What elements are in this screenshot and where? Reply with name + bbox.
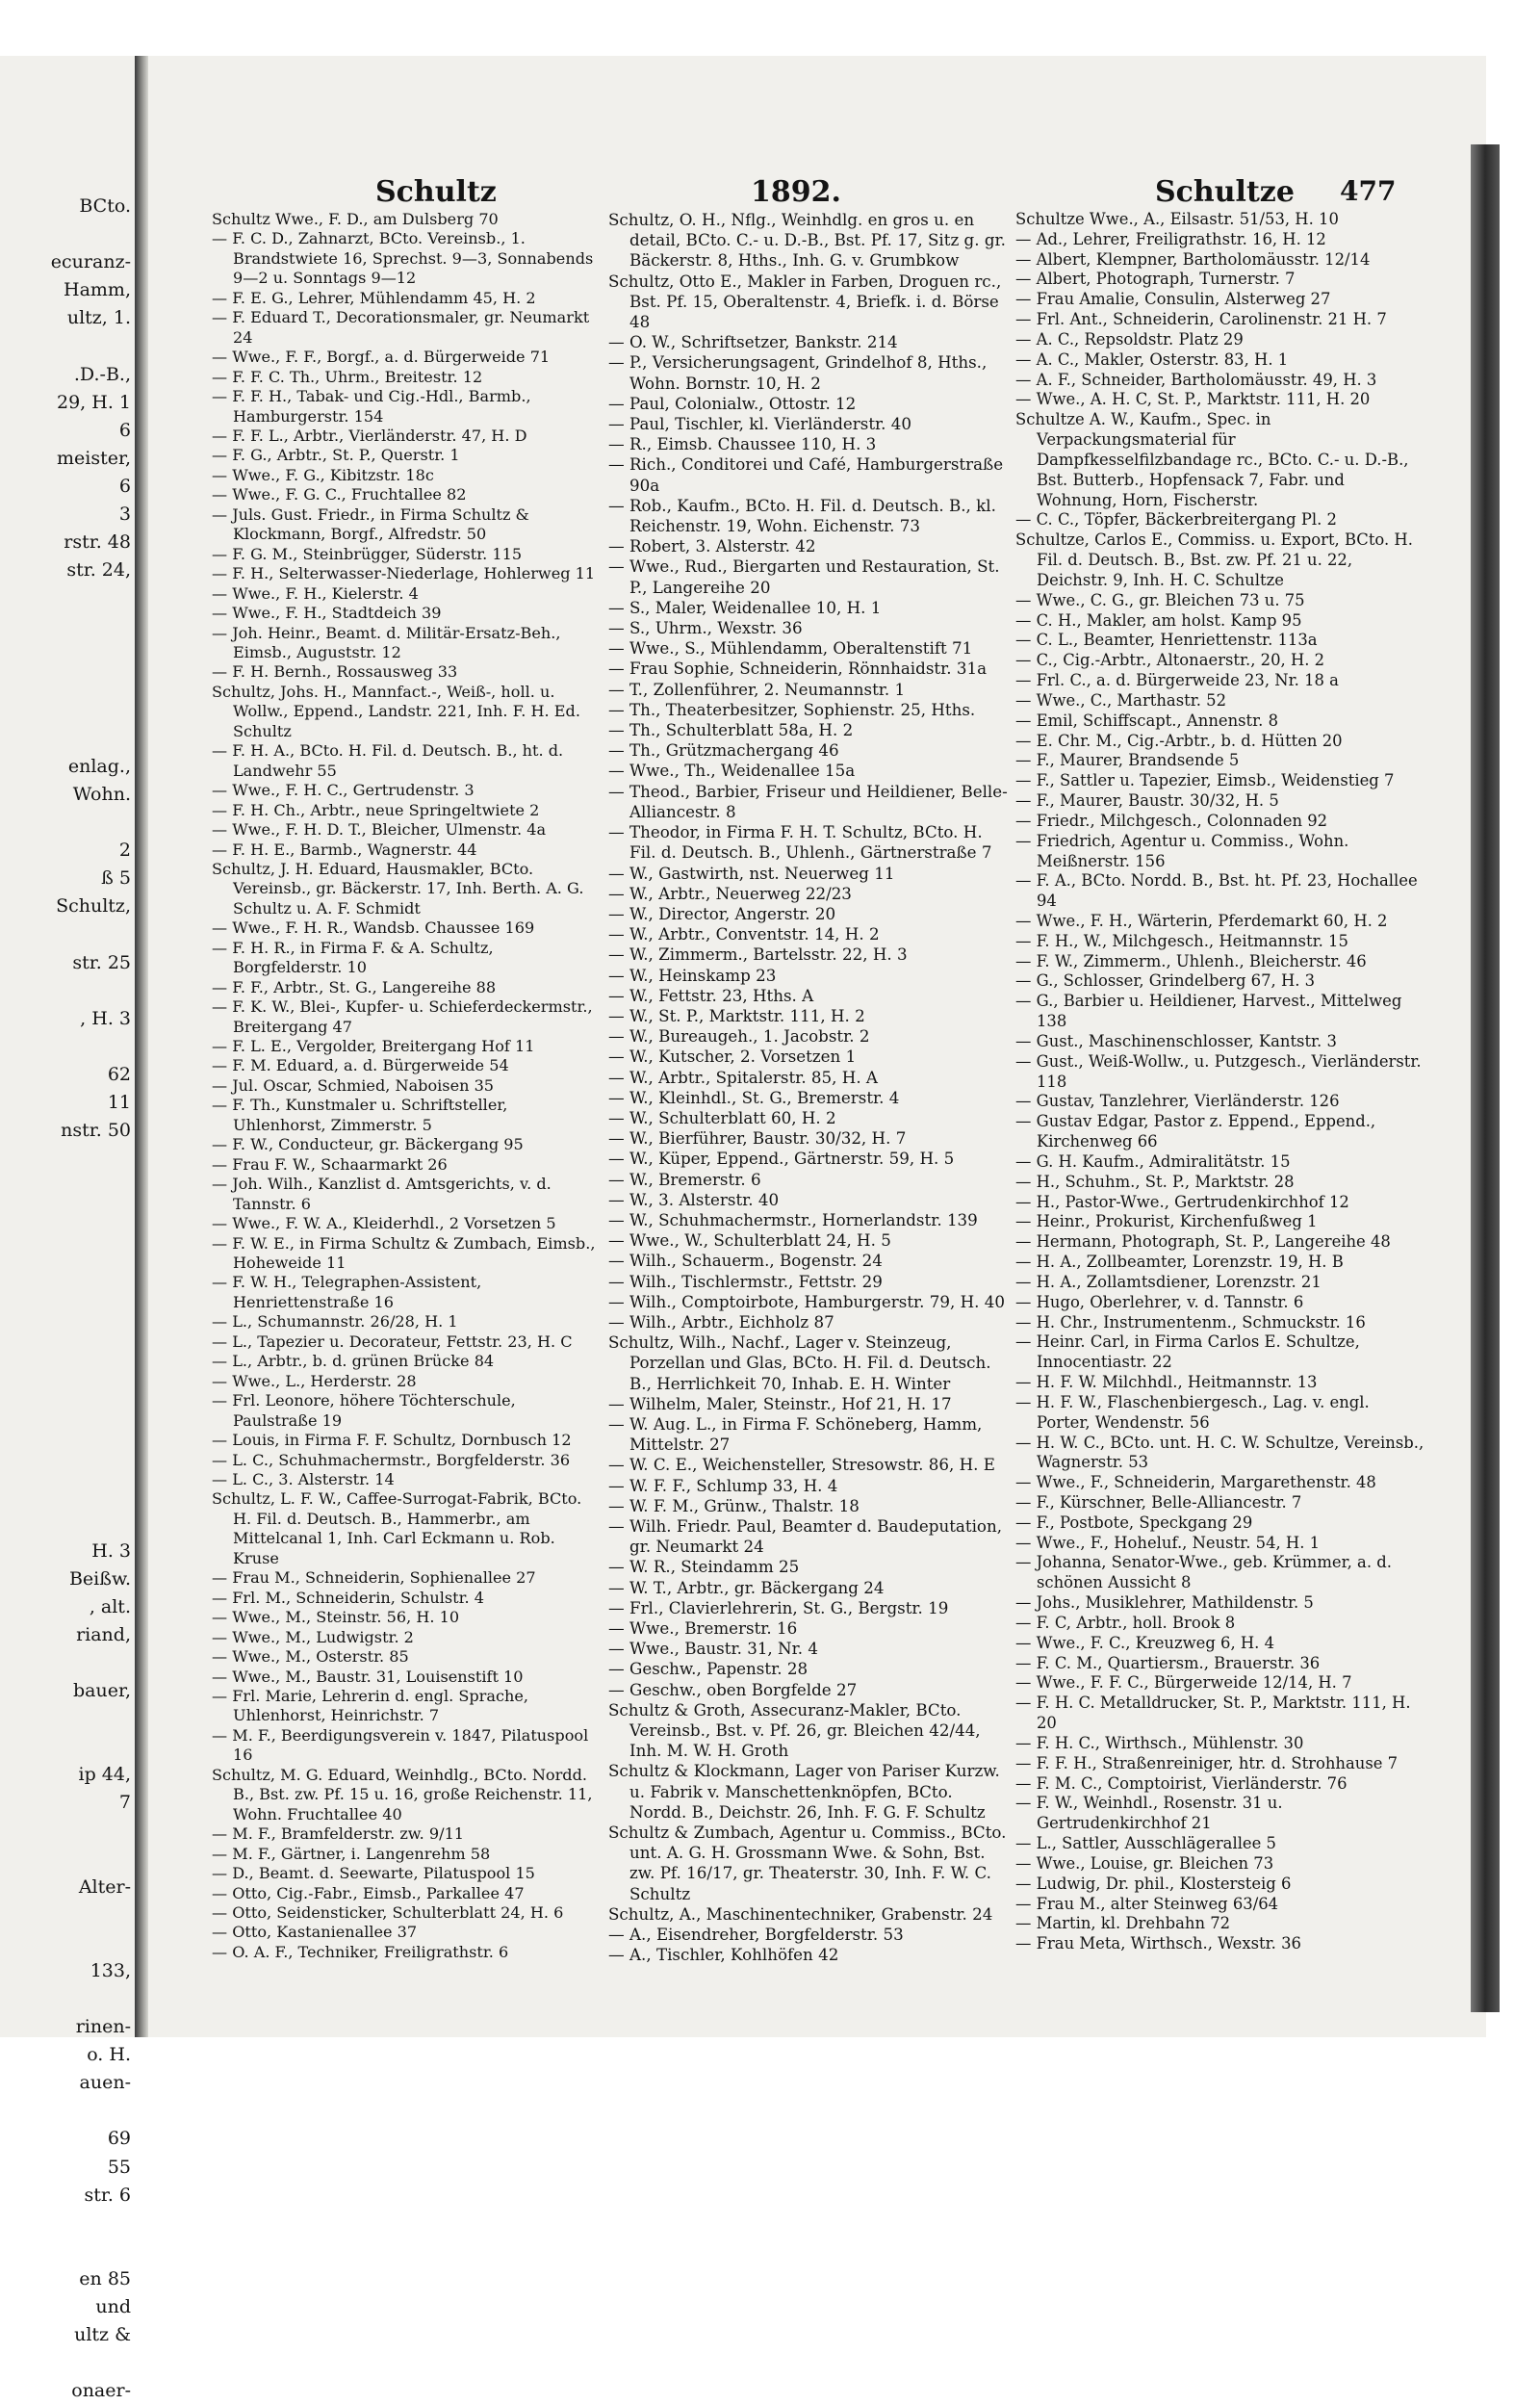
prev-column-line: nstr. 50	[61, 1120, 131, 1142]
directory-entry: — W., Heinskamp 23	[608, 965, 777, 985]
right-running-head: Schultze	[1155, 175, 1295, 209]
page-edge-shadow	[1471, 144, 1500, 2012]
prev-column-line	[0, 920, 133, 948]
directory-entry: — Frau F. W., Schaarmarkt 26	[212, 1154, 448, 1174]
directory-entry: — F. F. L., Arbtr., Vierländerstr. 47, H. D	[212, 426, 527, 445]
prev-column-line: 11	[107, 1092, 131, 1113]
prev-column-line: 6	[118, 419, 131, 441]
directory-entry: Schultz, L. F. W., Caffee-Surrogat-Fabrik, BCto. H. Fil. d. Deutsch. B., Hammerbr., am Mittelcanal 1, Inh. Carl Eckmann u. Rob. Kruse	[212, 1489, 582, 1567]
prev-column-line: und	[95, 2296, 131, 2318]
directory-entry: — H. F. W., Flaschenbiergesch., Lag. v. engl. Porter, Wendenstr. 56	[1015, 1392, 1370, 1432]
prev-column-line	[0, 697, 133, 725]
prev-column-line	[0, 1257, 133, 1285]
directory-entry: — Theodor, in Firma F. H. T. Schultz, BCto. H. Fil. d. Deutsch. B., Uhlenh., Gärtnerstraße 7	[608, 822, 992, 863]
directory-entry: — F. L. E., Vergolder, Breitergang Hof 11	[212, 1037, 535, 1056]
prev-column-line	[0, 1228, 133, 1256]
directory-entry: — W., Bierführer, Baustr. 30/32, H. 7	[608, 1128, 907, 1149]
directory-entry: Schultz, A., Maschinentechniker, Grabenstr. 24	[608, 1903, 993, 1924]
directory-entry: — Wwe., F. W. A., Kleiderhdl., 2 Vorsetzen 5	[212, 1214, 556, 1233]
prev-column-line: ecuranz-	[50, 251, 131, 273]
directory-entry: — W., St. P., Marktstr. 111, H. 2	[608, 1005, 865, 1025]
directory-entry: — F. A., BCto. Nordd. B., Bst. ht. Pf. 23, Hochallee 94	[1015, 871, 1418, 911]
entry-column-2	[608, 210, 1008, 1965]
prev-column-line	[0, 332, 133, 360]
directory-entry: — W., Gastwirth, nst. Neuerweg 11	[608, 863, 895, 883]
prev-column-line: BCto.	[79, 195, 131, 217]
prev-column-line: 69	[107, 2128, 131, 2150]
directory-entry: — F., Maurer, Brandsende 5	[1015, 751, 1240, 770]
directory-entry: — Wwe., Baustr. 31, Nr. 4	[608, 1639, 819, 1659]
directory-entry: — W. R., Steindamm 25	[608, 1557, 800, 1577]
directory-entry: — Wwe., F. H., Stadtdeich 39	[212, 604, 442, 623]
directory-entry: — Wilh., Comptoirbote, Hamburgerstr. 79, H. 40	[608, 1291, 1006, 1311]
directory-entry: — Wwe., M., Osterstr. 85	[212, 1647, 409, 1667]
directory-entry: — F. W., Zimmerm., Uhlenh., Bleicherstr. 46	[1015, 951, 1367, 970]
directory-entry: — H. A., Zollamtsdiener, Lorenzstr. 21	[1015, 1272, 1322, 1291]
directory-entry: — W., Arbtr., Neuerweg 22/23	[608, 883, 852, 903]
directory-entry: — Wwe., M., Ludwigstr. 2	[212, 1627, 414, 1646]
prev-column-line: meister,	[56, 447, 131, 469]
directory-entry: — Wwe., F. F. C., Bürgerweide 12/14, H. 7	[1015, 1673, 1352, 1693]
directory-entry: — Paul, Colonialw., Ottostr. 12	[608, 393, 857, 413]
directory-entry: — Wilh., Arbtr., Eichholz 87	[608, 1311, 834, 1332]
prev-column-line	[0, 220, 133, 248]
directory-entry: — Frl. Ant., Schneiderin, Carolinenstr. 21 H. 7	[1015, 310, 1387, 329]
directory-entry: — W. F. F., Schlump 33, H. 4	[608, 1475, 838, 1495]
directory-entry: — G. H. Kaufm., Admiralitätstr. 15	[1015, 1151, 1291, 1171]
directory-entry: — W. C. E., Weichensteller, Stresowstr. 86, H. E	[608, 1455, 995, 1475]
directory-entry: — Wwe., S., Mühlendamm, Oberaltenstift 71	[608, 638, 973, 659]
directory-entry: — F. F. H., Straßenreiniger, htr. d. Strohhause 7	[1015, 1753, 1399, 1772]
prev-column-line: str. 6	[84, 2184, 131, 2206]
directory-entry: — Wwe., F., Schneiderin, Margarethenstr. 48	[1015, 1473, 1376, 1492]
directory-entry: — F. K. W., Blei-, Kupfer- u. Schieferdeckermstr., Breitergang 47	[212, 997, 593, 1036]
directory-entry: — Frau M., alter Steinweg 63/64	[1015, 1894, 1279, 1913]
directory-entry: — F. H. E., Barmb., Wagnerstr. 44	[212, 840, 477, 859]
directory-entry: — Rich., Conditorei und Café, Hamburgerstraße 90a	[608, 454, 1004, 495]
directory-entry: — W., Arbtr., Conventstr. 14, H. 2	[608, 924, 880, 944]
directory-entry: — C. C., Töpfer, Bäckerbreitergang Pl. 2	[1015, 510, 1337, 530]
directory-entry: Schultz, Wilh., Nachf., Lager v. Steinzeug, Porzellan und Glas, BCto. H. Fil. d. Deutsch. B., Herrlichkeit 70, Inhab. E. H. Winter	[608, 1332, 991, 1393]
prev-column-line: , H. 3	[80, 1007, 131, 1029]
directory-entry: — Th., Grützmachergang 46	[608, 740, 839, 761]
directory-entry: — Jul. Oscar, Schmied, Naboisen 35	[212, 1075, 495, 1095]
prev-column-line	[0, 1341, 133, 1369]
directory-entry: — W. Aug. L., in Firma F. Schöneberg, Hamm, Mittelstr. 27	[608, 1413, 983, 1455]
prev-column-line: en 85	[79, 2267, 131, 2289]
prev-column-line	[0, 1285, 133, 1313]
directory-entry: Schultz, Johs. H., Mannfact.-, Weiß-, holl. u. Wollw., Eppend., Landstr. 221, Inh. F. H. Ed. Schultz	[212, 682, 580, 740]
directory-entry: — Wwe., A. H. C, St. P., Marktstr. 111, H. 20	[1015, 390, 1371, 409]
directory-entry: — Wwe., Bremerstr. 16	[608, 1618, 798, 1639]
directory-entry: Schultz Wwe., F. D., am Dulsberg 70	[212, 210, 499, 228]
directory-entry: — F. H., Selterwasser-Niederlage, Hohlerweg 11	[212, 564, 596, 583]
directory-entry: — H. A., Zollbeamter, Lorenzstr. 19, H. B	[1015, 1253, 1344, 1272]
directory-entry: — Ludwig, Dr. phil., Klostersteig 6	[1015, 1874, 1292, 1893]
prev-column-line: 2	[118, 840, 131, 862]
directory-entry: — Wwe., L., Herderstr. 28	[212, 1371, 417, 1390]
directory-entry: — A., Tischler, Kohlhöfen 42	[608, 1945, 839, 1965]
directory-entry: — A. F., Schneider, Bartholomäusstr. 49, H. 3	[1015, 370, 1377, 389]
prev-column-line	[0, 1313, 133, 1341]
prev-column-line: 3	[118, 504, 131, 526]
directory-entry: — W., Schuhmachermstr., Hornerlandstr. 139	[608, 1209, 978, 1229]
directory-entry: — Wwe., F. G. C., Fruchtallee 82	[212, 485, 467, 504]
directory-entry: — F. C. D., Zahnarzt, BCto. Vereinsb., 1. Brandstwiete 16, Sprechst. 9—3, Sonnabends 9—2 u. Sonntags 9—12	[212, 229, 594, 288]
directory-entry: Schultz, O. H., Nflg., Weinhdlg. en gros u. en detail, BCto. C.- u. D.-B., Bst. Pf. 17, Sitz g. gr. Bäckerstr. 8, Hths., Inh. G. v. Grumbkow	[608, 210, 1006, 271]
prev-column-line: ip 44,	[78, 1764, 131, 1786]
directory-entry: Schultze Wwe., A., Eilsastr. 51/53, H. 10	[1015, 210, 1339, 228]
directory-entry: Schultz, M. G. Eduard, Weinhdlg., BCto. Nordd. B., Bst. zw. Pf. 15 u. 16, große Reichenstr. 11, Wohn. Fruchtallee 40	[212, 1765, 593, 1823]
directory-entry: — E. Chr. M., Cig.-Arbtr., b. d. Hütten 20	[1015, 731, 1343, 750]
directory-entry: — Paul, Tischler, kl. Vierländerstr. 40	[608, 414, 912, 434]
directory-entry: — Geschw., Papenstr. 28	[608, 1659, 808, 1679]
directory-entry: — M. F., Gärtner, i. Langenrehm 58	[212, 1844, 491, 1863]
directory-entry: — Joh. Heinr., Beamt. d. Militär-Ersatz-Beh., Eimsb., Auguststr. 12	[212, 623, 561, 661]
directory-entry: — Wwe., F., Hoheluf., Neustr. 54, H. 1	[1015, 1533, 1321, 1552]
directory-entry: — Wwe., C. G., gr. Bleichen 73 u. 75	[1015, 590, 1305, 609]
directory-entry: — Wwe., F. G., Kibitzstr. 18c	[212, 465, 434, 484]
prev-column-line: rstr. 48	[64, 531, 131, 554]
directory-entry: — W., Kleinhdl., St. G., Bremerstr. 4	[608, 1087, 900, 1107]
entry-column-3	[1015, 210, 1424, 1954]
directory-entry: — L. C., 3. Alsterstr. 14	[212, 1470, 395, 1488]
directory-entry: — C., Cig.-Arbtr., Altonaerstr., 20, H. 2	[1015, 651, 1325, 670]
directory-entry: — F. H. A., BCto. H. Fil. d. Deutsch. B., ht. d. Landwehr 55	[212, 741, 564, 780]
directory-entry: — F. W. H., Telegraphen-Assistent, Henriettenstraße 16	[212, 1273, 482, 1311]
prev-column-line	[0, 584, 133, 612]
directory-entry: — F. H. C., Wirthsch., Mühlenstr. 30	[1015, 1733, 1304, 1752]
directory-entry: — Wwe., F. H. R., Wandsb. Chaussee 169	[212, 918, 535, 938]
directory-entry: — F., Postbote, Speckgang 29	[1015, 1513, 1253, 1532]
directory-entry: — F. E. G., Lehrer, Mühlendamm 45, H. 2	[212, 288, 536, 307]
directory-entry: — L., Arbtr., b. d. grünen Brücke 84	[212, 1352, 495, 1371]
directory-entry: — Theod., Barbier, Friseur und Heildiener, Belle-Alliancestr. 8	[608, 781, 1008, 821]
directory-entry: — Gust., Maschinenschlosser, Kantstr. 3	[1015, 1031, 1337, 1050]
prev-column-line: Schultz,	[56, 895, 131, 918]
prev-column-line	[0, 641, 133, 669]
prev-column-line	[0, 1173, 133, 1201]
prev-column-line	[0, 1817, 133, 1845]
prev-column-line: 6	[118, 475, 131, 497]
directory-entry: — Robert, 3. Alsterstr. 42	[608, 536, 816, 556]
directory-entry: — Wilhelm, Maler, Steinstr., Hof 21, H. 17	[608, 1393, 952, 1413]
prev-column-line	[0, 2237, 133, 2265]
prev-column-line: str. 25	[72, 951, 131, 973]
directory-entry: — Louis, in Firma F. F. Schultz, Dornbusch 12	[212, 1431, 572, 1450]
directory-entry: — F. H. Ch., Arbtr., neue Springeltwiete 2	[212, 800, 540, 819]
directory-entry: — F. G., Arbtr., St. P., Querstr. 1	[212, 446, 460, 465]
directory-entry: — F. W., Conducteur, gr. Bäckergang 95	[212, 1135, 524, 1154]
directory-entry: — F. G. M., Steinbrügger, Süderstr. 115	[212, 544, 523, 563]
directory-entry: — L., Tapezier u. Decorateur, Fettstr. 23, H. C	[212, 1332, 573, 1351]
directory-entry: — Wwe., C., Marthastr. 52	[1015, 690, 1227, 710]
prev-column-line	[0, 1369, 133, 1397]
directory-entry: — Gustav, Tanzlehrer, Vierländerstr. 126	[1015, 1092, 1340, 1111]
directory-entry: — F. M. C., Comptoirist, Vierländerstr. 76	[1015, 1773, 1348, 1793]
prev-column-line	[0, 1649, 133, 1677]
directory-entry: — F. Th., Kunstmaler u. Schriftsteller, Uhlenhorst, Zimmerstr. 5	[212, 1096, 508, 1134]
directory-entry: — Otto, Cig.-Fabr., Eimsb., Parkallee 47	[212, 1883, 525, 1902]
prev-column-line: .D.-B.,	[73, 363, 131, 385]
prev-column-line: ultz &	[74, 2324, 131, 2346]
directory-entry: — F., Kürschner, Belle-Alliancestr. 7	[1015, 1493, 1302, 1512]
prev-column-line	[0, 1201, 133, 1228]
prev-column-line: str. 24,	[66, 559, 131, 582]
directory-entry: — W., Arbtr., Spitalerstr. 85, H. A	[608, 1067, 878, 1087]
directory-entry: Schultz & Klockmann, Lager von Pariser Kurzw. u. Fabrik v. Manschettenknöpfen, BCto. Nordd. B., Deichstr. 26, Inh. F. G. F. Schultz	[608, 1761, 1000, 1822]
directory-entry: — H. W. C., BCto. unt. H. C. W. Schultze, Vereinsb., Wagnerstr. 53	[1015, 1433, 1424, 1472]
directory-entry: — L., Schumannstr. 26/28, H. 1	[212, 1312, 458, 1332]
directory-entry: — F. F. C. Th., Uhrm., Breitestr. 12	[212, 367, 483, 386]
directory-entry: — Wwe., F. H. D. T., Bleicher, Ulmenstr. 4a	[212, 820, 547, 840]
directory-entry: Schultz & Groth, Assecuranz-Makler, BCto. Vereinsb., Bst. v. Pf. 26, gr. Bleichen 42/44, Inh. M. W. H. Groth	[608, 1699, 981, 1761]
prev-column-line	[0, 1453, 133, 1481]
prev-column-line	[0, 1481, 133, 1509]
prev-column-line	[0, 1705, 133, 1733]
directory-entry: — A. C., Repsoldstr. Platz 29	[1015, 329, 1244, 349]
directory-entry: — C. L., Beamter, Henriettenstr. 113a	[1015, 631, 1318, 650]
directory-entry: — W., Bremerstr. 6	[608, 1169, 761, 1189]
directory-entry: — H., Schuhm., St. P., Marktstr. 28	[1015, 1172, 1295, 1191]
directory-entry: — F. Eduard T., Decorationsmaler, gr. Neumarkt 24	[212, 308, 590, 347]
directory-entry: — Wwe., F. F., Borgf., a. d. Bürgerweide 71	[212, 348, 551, 367]
directory-entry: — Frl. M., Schneiderin, Schulstr. 4	[212, 1588, 485, 1607]
directory-entry: — F., Maurer, Baustr. 30/32, H. 5	[1015, 791, 1279, 811]
directory-entry: — Geschw., oben Borgfelde 27	[608, 1679, 858, 1699]
directory-entry: — Gustav Edgar, Pastor z. Eppend., Eppend., Kirchenweg 66	[1015, 1112, 1376, 1151]
directory-entry: — Wwe., Rud., Biergarten und Restauration, St. P., Langereihe 20	[608, 556, 1000, 597]
directory-entry: — F. H., W., Milchgesch., Heitmannstr. 15	[1015, 931, 1348, 950]
prev-column-line: riand,	[76, 1623, 131, 1645]
prev-column-line: Beißw.	[68, 1567, 131, 1590]
directory-entry: — Heinr., Prokurist, Kirchenfußweg 1	[1015, 1212, 1318, 1231]
directory-entry: — T., Zollenführer, 2. Neumannstr. 1	[608, 679, 906, 699]
directory-entry: — W., 3. Alsterstr. 40	[608, 1189, 780, 1209]
directory-entry: — A., Eisendreher, Borgfelderstr. 53	[608, 1925, 904, 1945]
directory-entry: — F. C. M., Quartiersm., Brauerstr. 36	[1015, 1653, 1321, 1672]
directory-entry: — Friedr., Milchgesch., Colonnaden 92	[1015, 811, 1328, 830]
directory-entry: — F. F., Arbtr., St. G., Langereihe 88	[212, 977, 497, 996]
prev-column-line: 7	[118, 1792, 131, 1814]
directory-entry: — Frl. Leonore, höhere Töchterschule, Paulstraße 19	[212, 1391, 516, 1430]
directory-entry: — Juls. Gust. Friedr., in Firma Schultz & Klockmann, Borgf., Alfredstr. 50	[212, 504, 529, 544]
prev-column-line	[0, 1985, 133, 2013]
directory-entry: — W. F. M., Grünw., Thalstr. 18	[608, 1495, 860, 1515]
directory-entry: — Wwe., F. H., Kielerstr. 4	[212, 583, 419, 603]
directory-entry: — Emil, Schiffscapt., Annenstr. 8	[1015, 711, 1279, 730]
prev-column-line: 29, H. 1	[57, 391, 131, 413]
directory-entry: — S., Uhrm., Wexstr. 36	[608, 618, 803, 638]
directory-entry: — F. W. E., in Firma Schultz & Zumbach, Eimsb., Hoheweide 11	[212, 1233, 596, 1273]
directory-entry: — D., Beamt. d. Seewarte, Pilatuspool 15	[212, 1864, 535, 1883]
directory-entry: — F. H. C. Metalldrucker, St. P., Marktstr. 111, H. 20	[1015, 1694, 1411, 1733]
prev-column-line: Hamm,	[64, 279, 131, 301]
prev-column-line	[0, 1901, 133, 1929]
directory-entry: — Wwe., M., Baustr. 31, Louisenstift 10	[212, 1667, 524, 1686]
prev-column-line	[0, 809, 133, 837]
directory-entry: — W., Schulterblatt 60, H. 2	[608, 1107, 836, 1127]
prev-column-line	[0, 1509, 133, 1537]
directory-entry: — Wwe., F. C., Kreuzweg 6, H. 4	[1015, 1633, 1275, 1652]
directory-entry: — Frau Amalie, Consulin, Alsterweg 27	[1015, 290, 1331, 309]
prev-column-line: 62	[107, 1063, 131, 1085]
directory-entry: — Joh. Wilh., Kanzlist d. Amtsgerichts, v. d. Tannstr. 6	[212, 1175, 552, 1213]
prev-column-line	[0, 1733, 133, 1761]
directory-entry: Schultz, Otto E., Makler in Farben, Droguen rc., Bst. Pf. 15, Oberaltenstr. 4, Briefk. i. d. Börse 48	[608, 271, 1002, 332]
directory-entry: — Th., Schulterblatt 58a, H. 2	[608, 720, 854, 740]
directory-entry: — M. F., Bramfelderstr. zw. 9/11	[212, 1824, 465, 1844]
directory-entry: — Hugo, Oberlehrer, v. d. Tannstr. 6	[1015, 1292, 1304, 1311]
directory-entry: Schultz & Zumbach, Agentur u. Commiss., BCto. unt. A. G. H. Grossmann Wwe. & Sohn, Bst. zw. Pf. 16/17, gr. Theaterstr. 30, Inh. F. W. C. Schultz	[608, 1823, 1007, 1903]
directory-entry: — Rob., Kaufm., BCto. H. Fil. d. Deutsch. B., kl. Reichenstr. 19, Wohn. Eichenstr. 73	[608, 495, 996, 536]
directory-entry: — Wwe., F. H. C., Gertrudenstr. 3	[212, 781, 475, 800]
directory-entry: — H., Pastor-Wwe., Gertrudenkirchhof 12	[1015, 1192, 1349, 1211]
directory-entry: — L., Sattler, Ausschlägerallee 5	[1015, 1834, 1276, 1853]
directory-entry: — Frau Meta, Wirthsch., Wexstr. 36	[1015, 1934, 1301, 1953]
prev-column-line	[0, 1397, 133, 1425]
directory-entry: — R., Eimsb. Chaussee 110, H. 3	[608, 434, 877, 454]
prev-column-line: , alt.	[89, 1595, 131, 1617]
directory-entry: — Albert, Klempner, Bartholomäusstr. 12/14	[1015, 249, 1371, 269]
directory-entry: Schultze A. W., Kaufm., Spec. in Verpackungsmaterial für Dampfkesselfilzbandage rc., BCto. C.- u. D.-B., Bst. Butterb., Hopfensack 7, Fabr. und Wohnung, Horn, Fischerstr.	[1015, 410, 1409, 509]
prev-column-line	[0, 1145, 133, 1173]
left-running-head: Schultz	[375, 175, 497, 209]
page-number: 477	[1340, 175, 1397, 207]
prev-column-line	[0, 1929, 133, 1957]
directory-entry: — W., Kutscher, 2. Vorsetzen 1	[608, 1047, 857, 1067]
prev-column-line	[0, 2097, 133, 2125]
directory-entry: — Friedrich, Agentur u. Commiss., Wohn. Meißnerstr. 156	[1015, 831, 1349, 870]
prev-column-line	[0, 2210, 133, 2237]
directory-entry: — Johs., Musiklehrer, Mathildenstr. 5	[1015, 1593, 1314, 1613]
prev-column-line: bauer,	[72, 1679, 131, 1701]
prev-column-line: o. H.	[87, 2044, 131, 2066]
prev-column-line: auen-	[79, 2072, 131, 2094]
directory-entry: — C. H., Makler, am holst. Kamp 95	[1015, 610, 1302, 630]
book-gutter	[135, 56, 148, 2037]
directory-entry: — Martin, kl. Drehbahn 72	[1015, 1914, 1231, 1933]
directory-entry: — Frl. Marie, Lehrerin d. engl. Sprache, Uhlenhorst, Heinrichstr. 7	[212, 1686, 528, 1725]
prev-column-line: enlag.,	[67, 755, 131, 777]
directory-entry: — Johanna, Senator-Wwe., geb. Krümmer, a. d. schönen Aussicht 8	[1015, 1553, 1392, 1592]
directory-entry: — P., Versicherungsagent, Grindelhof 8, Hths., Wohn. Bornstr. 10, H. 2	[608, 352, 988, 393]
directory-entry: — O. A. F., Techniker, Freiligrathstr. 6	[212, 1942, 509, 1961]
directory-entry: — W., Zimmerm., Bartelsstr. 22, H. 3	[608, 944, 908, 965]
directory-entry: — Gust., Weiß-Wollw., u. Putzgesch., Vierländerstr. 118	[1015, 1051, 1422, 1091]
prev-column-line	[0, 725, 133, 753]
directory-entry: — Wwe., W., Schulterblatt 24, H. 5	[608, 1230, 891, 1251]
directory-entry: — H. Chr., Instrumentenm., Schmuckstr. 16	[1015, 1312, 1366, 1332]
directory-entry: — O. W., Schriftsetzer, Bankstr. 214	[608, 332, 898, 352]
directory-entry: Schultz, J. H. Eduard, Hausmakler, BCto. Vereinsb., gr. Bäckerstr. 17, Inh. Berth. A. G. Schultz u. A. F. Schmidt	[212, 859, 584, 918]
directory-entry: — G., Schlosser, Grindelberg 67, H. 3	[1015, 971, 1316, 991]
prev-column-line: H. 3	[91, 1539, 131, 1562]
prev-column-line: ultz, 1.	[66, 307, 131, 329]
directory-entry: — F. F. H., Tabak- und Cig.-Hdl., Barmb., Hamburgerstr. 154	[212, 387, 531, 426]
directory-entry: — S., Maler, Weidenallee 10, H. 1	[608, 597, 882, 617]
directory-entry: — Wwe., M., Steinstr. 56, H. 10	[212, 1608, 460, 1627]
directory-entry: — F. H. Bernh., Rossausweg 33	[212, 662, 458, 682]
directory-entry: — Wwe., F. H., Wärterin, Pferdemarkt 60, H. 2	[1015, 911, 1388, 930]
directory-entry: — Wwe., Louise, gr. Bleichen 73	[1015, 1853, 1274, 1873]
prev-column-line	[0, 977, 133, 1005]
prev-column-line	[0, 669, 133, 697]
prev-column-line: 133,	[90, 1959, 131, 1981]
directory-entry: — F. W., Weinhdl., Rosenstr. 31 u. Gertrudenkirchhof 21	[1015, 1794, 1283, 1833]
directory-entry: — W. T., Arbtr., gr. Bäckergang 24	[608, 1577, 885, 1597]
directory-entry: — A. C., Makler, Osterstr. 83, H. 1	[1015, 349, 1289, 369]
prev-column-line: Alter-	[78, 1875, 131, 1898]
directory-entry: — W., Fettstr. 23, Hths. A	[608, 985, 814, 1005]
directory-entry: — Th., Theaterbesitzer, Sophienstr. 25, Hths.	[608, 699, 976, 719]
previous-page-column-fragment	[0, 193, 133, 2405]
directory-entry: — H. F. W. Milchhdl., Heitmannstr. 13	[1015, 1373, 1318, 1392]
directory-entry: — Ad., Lehrer, Freiligrathstr. 16, H. 12	[1015, 229, 1326, 248]
prev-column-line: onaer-	[71, 2380, 131, 2402]
directory-entry: — W., Director, Angerstr. 20	[608, 903, 836, 923]
prev-column-line	[0, 2349, 133, 2377]
directory-entry: — Frl. C., a. d. Bürgerweide 23, Nr. 18 a	[1015, 671, 1339, 690]
directory-entry: — Heinr. Carl, in Firma Carlos E. Schultze, Innocentiastr. 22	[1015, 1332, 1360, 1372]
directory-entry: — Wilh. Friedr. Paul, Beamter d. Baudeputation, gr. Neumarkt 24	[608, 1516, 1003, 1557]
prev-column-line	[0, 612, 133, 640]
directory-entry: — W., Küper, Eppend., Gärtnerstr. 59, H. 5	[608, 1149, 955, 1169]
prev-column-line: ß 5	[101, 867, 131, 890]
directory-entry: Schultze, Carlos E., Commiss. u. Export, BCto. H. Fil. d. Deutsch. B., Bst. zw. Pf. 21 u. 22, Deichstr. 9, Inh. H. C. Schultze	[1015, 530, 1413, 589]
prev-column-line: rinen-	[75, 2016, 131, 2038]
directory-entry: — M. F., Beerdigungsverein v. 1847, Pilatuspool 16	[212, 1725, 589, 1765]
directory-entry: — F., Sattler u. Tapezier, Eimsb., Weidenstieg 7	[1015, 771, 1395, 790]
prev-column-line: 55	[107, 2156, 131, 2178]
directory-entry: — F. C, Arbtr., holl. Brook 8	[1015, 1613, 1236, 1632]
directory-entry: — W., Bureaugeh., 1. Jacobstr. 2	[608, 1026, 870, 1047]
prev-column-line: Wohn.	[72, 783, 131, 805]
directory-entry: — Otto, Kastanienallee 37	[212, 1923, 418, 1942]
directory-entry: — Wilh., Schauerm., Bogenstr. 24	[608, 1251, 883, 1271]
directory-entry: — F. M. Eduard, a. d. Bürgerweide 54	[212, 1056, 509, 1075]
directory-entry: — Otto, Seidensticker, Schulterblatt 24, H. 6	[212, 1902, 564, 1922]
prev-column-line	[0, 1425, 133, 1453]
directory-entry: — Hermann, Photograph, St. P., Langereihe 48	[1015, 1232, 1391, 1252]
directory-entry: — G., Barbier u. Heildiener, Harvest., Mittelweg 138	[1015, 992, 1402, 1031]
directory-entry: — L. C., Schuhmachermstr., Borgfelderstr. 36	[212, 1450, 571, 1469]
year-head: 1892.	[751, 175, 841, 209]
directory-entry: — F. H. R., in Firma F. & A. Schultz, Borgfelderstr. 10	[212, 938, 494, 977]
directory-entry: — Frau M., Schneiderin, Sophienallee 27	[212, 1568, 536, 1588]
entry-column-1	[212, 210, 602, 1962]
directory-entry: — Frau Sophie, Schneiderin, Rönnhaidstr. 31a	[608, 659, 988, 679]
prev-column-line	[0, 1033, 133, 1061]
prev-column-line	[0, 1846, 133, 1874]
directory-entry: — Wwe., Th., Weidenallee 15a	[608, 761, 856, 781]
directory-entry: — Albert, Photograph, Turnerstr. 7	[1015, 270, 1296, 289]
directory-entry: — Frl., Clavierlehrerin, St. G., Bergstr. 19	[608, 1597, 949, 1617]
directory-entry: — Wilh., Tischlermstr., Fettstr. 29	[608, 1271, 883, 1291]
